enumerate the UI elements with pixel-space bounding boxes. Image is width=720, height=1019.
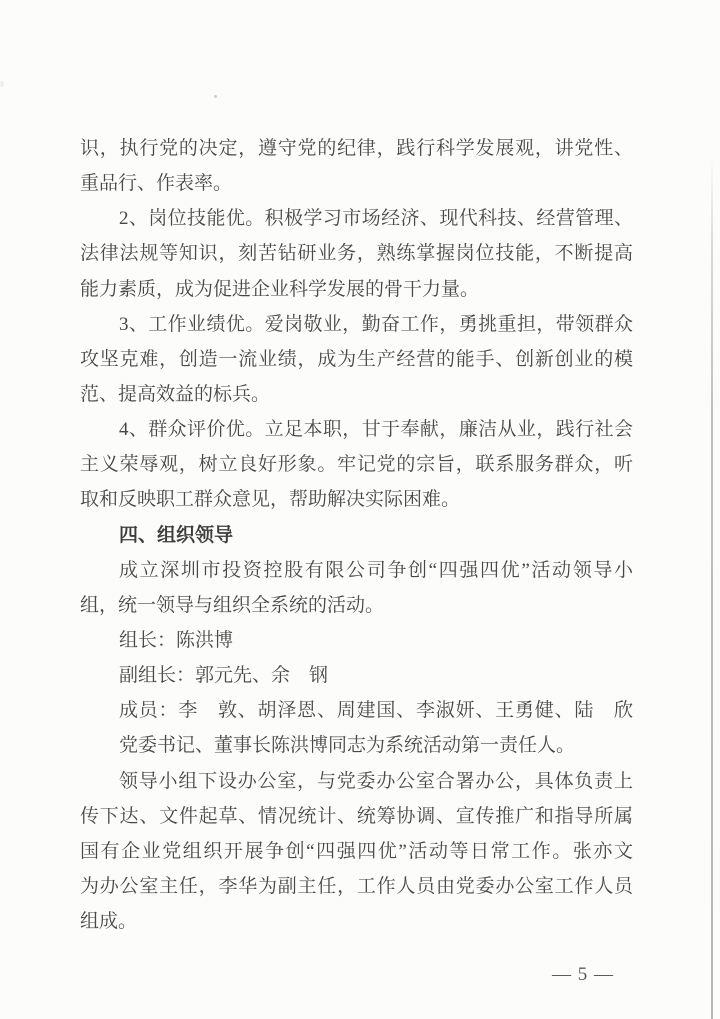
text-line: 传下达、文件起草、情况统计、统筹协调、宣传推广和指导所属 <box>80 805 633 827</box>
leader-line: 组长：陈洪博 <box>118 629 233 651</box>
scan-speck <box>214 95 217 98</box>
text-line: 3、工作业绩优。爱岗敬业，勤奋工作，勇挑重担，带领群众 <box>118 313 633 335</box>
text-line: 重品行、作表率。 <box>80 173 233 195</box>
section-heading: 四、组织领导 <box>118 524 233 546</box>
text-line: 取和反映职工群众意见，帮助解决实际困难。 <box>80 489 461 511</box>
scan-edge-artifact-line <box>711 158 713 1019</box>
text-line: 2、岗位技能优。积极学习市场经济、现代科技、经营管理、 <box>118 208 633 230</box>
text-line: 4、群众评价优。立足本职，甘于奉献，廉洁从业，践行社会 <box>118 419 633 441</box>
text-line: 组成。 <box>80 911 138 933</box>
text-line: 法律法规等知识，刻苦钻研业务，熟练掌握岗位技能，不断提高 <box>80 243 633 265</box>
text-line: 能力素质，成为促进企业科学发展的骨干力量。 <box>80 278 480 300</box>
scan-speck <box>0 81 4 87</box>
text-line: 攻坚克难，创造一流业绩，成为生产经营的能手、创新创业的模 <box>80 348 633 370</box>
text-line: 领导小组下设办公室，与党委办公室合署办公，具体负责上 <box>118 770 633 792</box>
text-line: 国有企业党组织开展争创“四强四优”活动等日常工作。张亦文 <box>80 840 633 862</box>
text-line: 党委书记、董事长陈洪博同志为系统活动第一责任人。 <box>118 735 575 757</box>
text-line: 为办公室主任，李华为副主任，工作人员由党委办公室工作人员 <box>80 875 633 897</box>
deputy-leader-line: 副组长：郭元先、余 钢 <box>118 665 328 687</box>
text-line: 范、提高效益的标兵。 <box>80 383 271 405</box>
text-line: 识，执行党的决定，遵守党的纪律，践行科学发展观，讲党性、 <box>80 138 633 159</box>
text-line: 主义荣辱观，树立良好形象。牢记党的宗旨，联系服务群众，听 <box>80 454 633 476</box>
document-body <box>80 131 633 939</box>
page-number: — 5 — <box>552 964 614 985</box>
members-line: 成员：李 敦、胡泽恩、周建国、李淑妍、王勇健、陆 欣 <box>118 700 633 722</box>
text-line: 组，统一领导与组织全系统的活动。 <box>80 594 385 616</box>
text-line: 成立深圳市投资控股有限公司争创“四强四优”活动领导小 <box>118 559 633 581</box>
